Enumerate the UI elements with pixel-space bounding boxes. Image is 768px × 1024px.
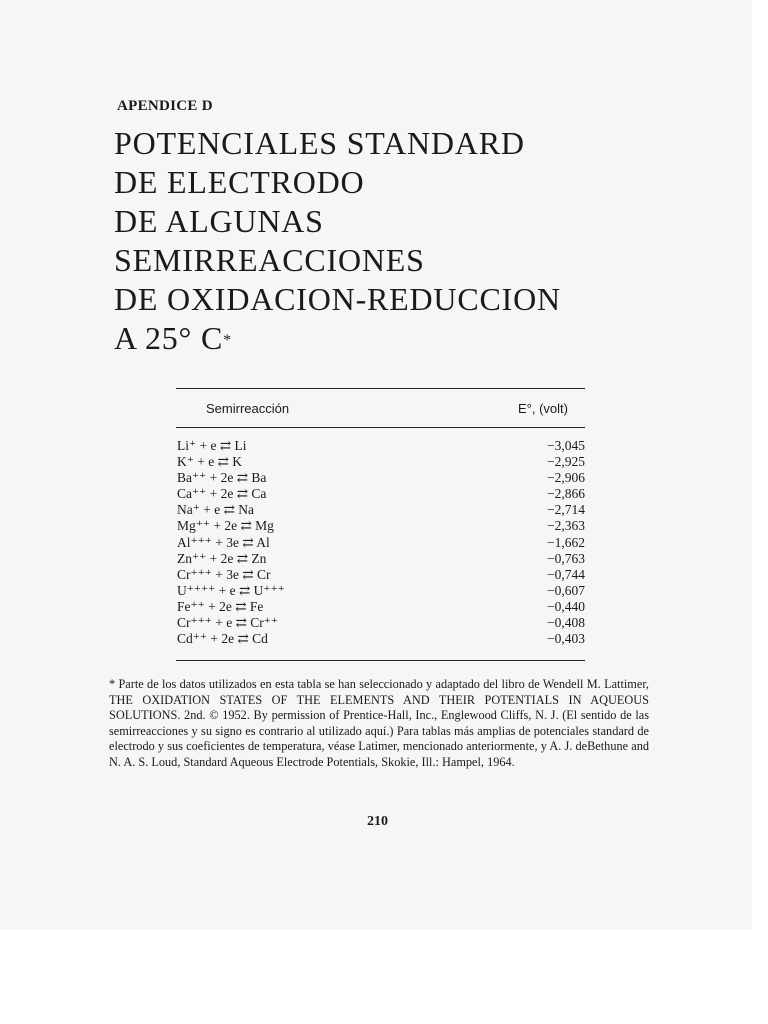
- title-line: DE ELECTRODO: [114, 164, 365, 200]
- potential-cell: −2,714: [547, 502, 585, 518]
- reaction-cell: Cr⁺⁺⁺ + 3e ⇄ Cr: [177, 566, 271, 582]
- table-top-rule: [176, 388, 585, 389]
- potential-cell: −2,906: [547, 470, 585, 486]
- table-row: [177, 486, 585, 502]
- potential-cell: −0,763: [547, 550, 585, 566]
- table-row: [177, 470, 585, 486]
- appendix-label: APENDICE D: [117, 98, 213, 114]
- title-line: POTENCIALES STANDARD: [114, 125, 525, 161]
- title-footnote-mark: *: [223, 332, 232, 349]
- title-temperature: A 25° C: [114, 320, 224, 356]
- page-title: [114, 124, 634, 358]
- reaction-cell: Li⁺ + e ⇄ Li: [177, 438, 247, 453]
- table-row: [177, 615, 585, 631]
- reaction-cell: Fe⁺⁺ + 2e ⇄ Fe: [177, 598, 264, 614]
- title-line: SEMIRREACCIONES: [114, 242, 425, 278]
- table-row: [177, 567, 585, 583]
- table-row: [177, 502, 585, 518]
- column-header-reaction: Semirreacción: [206, 401, 290, 416]
- potential-cell: −2,363: [547, 518, 585, 534]
- table-header-rule: [176, 427, 585, 428]
- reaction-cell: Mg⁺⁺ + 2e ⇄ Mg: [177, 518, 274, 534]
- column-header-potential: E°, (volt): [518, 401, 568, 416]
- potential-cell: −0,403: [547, 631, 585, 647]
- title-line: DE OXIDACION-REDUCCION: [114, 281, 561, 317]
- table-row: [177, 631, 585, 647]
- potential-cell: −2,866: [547, 486, 585, 502]
- reaction-cell: K⁺ + e ⇄ K: [177, 454, 243, 470]
- potential-cell: −3,045: [547, 438, 585, 453]
- footnote: * Parte de los datos utilizados en esta tabla se han seleccionado y adaptado del libro de Wendell M. Lattimer, THE OXIDATION STATES OF THE ELEMENTS AND THEIR POTENTIALS IN AQUEOUS SOLUTIONS. 2nd. © 1952. By permission of Prentice-Hall, Inc., Englewood Cliffs, N. J. (El sentido de las semirreacciones y su signo es contrario al utilizado aquí.) Para tablas más amplias de potenciales standard de electrodo y sus coeficientes de temperatura, véase Latimer, mencionado anteriormente, y A. J. deBethune and N. A. S. Loud, Standard Aqueous Electrode Potentials, Skokie, Ill.: Hampel, 1964.: [109, 677, 649, 769]
- table-row: [177, 599, 585, 615]
- reaction-cell: Al⁺⁺⁺ + 3e ⇄ Al: [177, 534, 270, 550]
- potential-cell: −1,662: [547, 534, 585, 550]
- table-row: [177, 518, 585, 534]
- table-row: [177, 454, 585, 470]
- title-line: DE ALGUNAS: [114, 203, 324, 239]
- potential-cell: −0,607: [547, 582, 585, 598]
- table-row: [177, 535, 585, 551]
- table-row: [177, 438, 585, 454]
- reaction-cell: Zn⁺⁺ + 2e ⇄ Zn: [177, 550, 267, 566]
- title-line: [114, 319, 634, 358]
- reaction-cell: Cd⁺⁺ + 2e ⇄ Cd: [177, 631, 268, 647]
- reaction-cell: Na⁺ + e ⇄ Na: [177, 502, 255, 518]
- reaction-cell: Ba⁺⁺ + 2e ⇄ Ba: [177, 470, 267, 486]
- reaction-cell: Cr⁺⁺⁺ + e ⇄ Cr⁺⁺: [177, 615, 279, 631]
- table-row: [177, 551, 585, 567]
- table-row: [177, 583, 585, 599]
- potential-cell: −2,925: [547, 454, 585, 470]
- reaction-cell: Ca⁺⁺ + 2e ⇄ Ca: [177, 486, 267, 502]
- page-number: 210: [367, 814, 388, 829]
- potential-cell: −0,440: [547, 598, 585, 614]
- potential-cell: −0,744: [547, 566, 585, 582]
- reaction-cell: U⁺⁺⁺⁺ + e ⇄ U⁺⁺⁺: [177, 582, 285, 598]
- potentials-table: [177, 438, 585, 647]
- potential-cell: −0,408: [547, 615, 585, 631]
- table-bottom-rule: [176, 660, 585, 661]
